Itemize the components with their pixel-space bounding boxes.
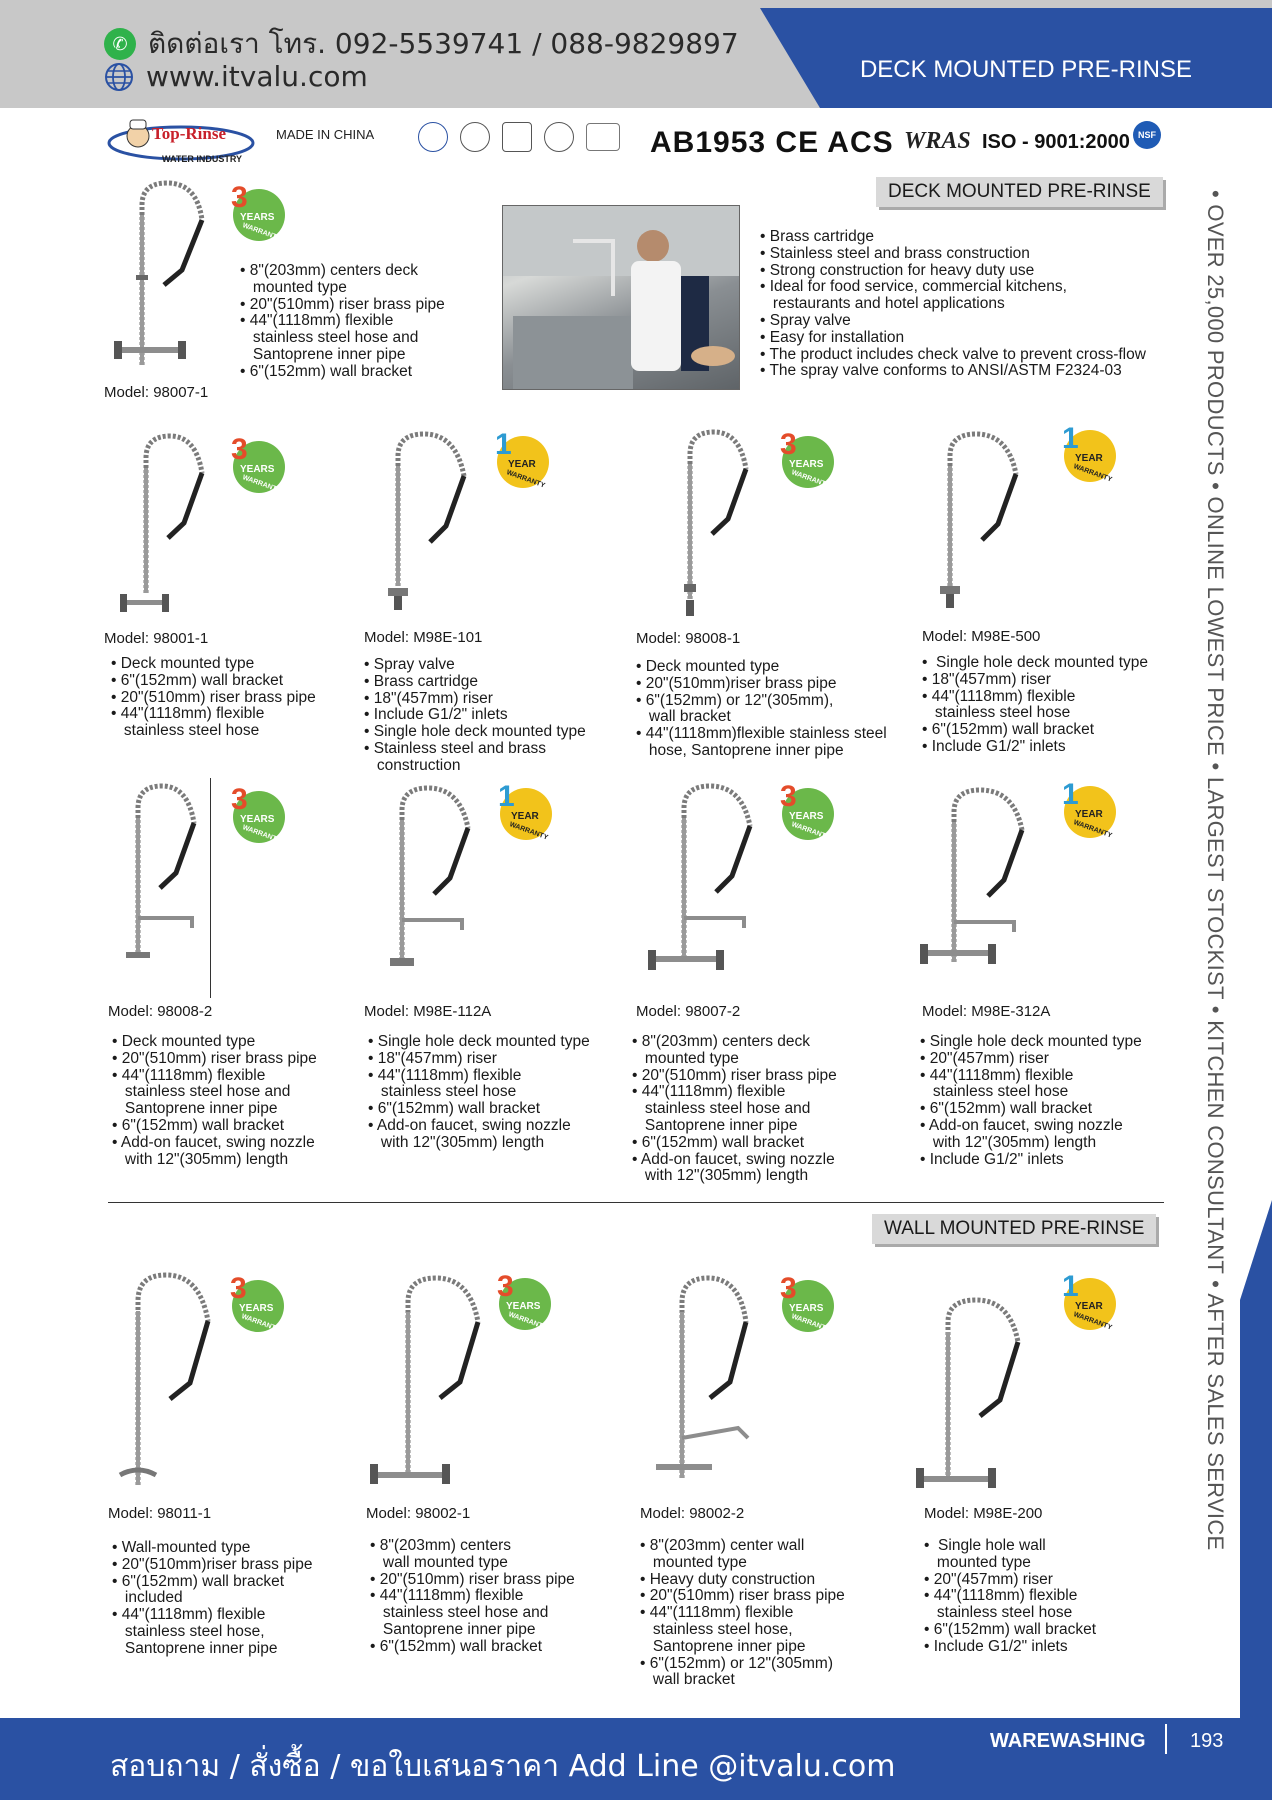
hero-feature-list	[760, 229, 1146, 380]
faucet-image	[118, 428, 218, 623]
cert-wras: WRAS	[904, 128, 971, 154]
faucet-image	[664, 424, 764, 619]
feature: • Include G1/2" inlets	[924, 1637, 1068, 1655]
feature: • 44"(1118mm) flexible	[112, 1066, 266, 1084]
feature: Santoprene inner pipe	[240, 345, 406, 363]
model-label: Model: M98E-500	[922, 628, 1041, 645]
feature: • 6"(152mm) wall bracket	[632, 1133, 805, 1151]
svg-text:WARRANTY: WARRANTY	[1072, 819, 1113, 840]
product-feature-list	[924, 1538, 1096, 1656]
model-label: Model: M98E-112A	[364, 1003, 492, 1020]
feature: • 20"(510mm)riser brass pipe	[636, 674, 837, 692]
svg-text:WARRANTY: WARRANTY	[790, 821, 831, 842]
feature: • 20"(510mm) riser brass pipe	[240, 295, 445, 313]
feature: stainless steel hose	[368, 1083, 517, 1101]
feature: with 12"(305mm) length	[632, 1167, 809, 1185]
svg-text:WARRANTY: WARRANTY	[1072, 1311, 1113, 1332]
feature: • Add-on faucet, swing nozzle	[368, 1116, 571, 1134]
feature: stainless steel hose,	[640, 1620, 793, 1638]
hero-feature: • Stainless steel and brass construction	[760, 244, 1030, 262]
feature: Santoprene inner pipe	[112, 1100, 278, 1118]
feature: • 8"(203mm) centers deck	[240, 262, 419, 279]
warranty-1-year-badge	[496, 780, 554, 842]
warranty-3-years-badge	[229, 783, 287, 845]
feature: • Include G1/2" inlets	[922, 737, 1066, 755]
warranty-3-years-badge	[495, 1270, 553, 1332]
svg-text:YEAR: YEAR	[511, 811, 539, 822]
feature: • Heavy duty construction	[640, 1570, 816, 1588]
warranty-1-year-badge	[1060, 1270, 1118, 1332]
feature: • 20"(510mm) riser brass pipe	[112, 1049, 317, 1067]
cert-ada-icon	[502, 122, 532, 152]
svg-text:WARRANTY: WARRANTY	[241, 474, 282, 495]
svg-text:YEARS: YEARS	[240, 464, 275, 475]
feature: wall bracket	[636, 708, 731, 726]
hero-feature: • Easy for installation	[760, 328, 905, 346]
website-link[interactable]	[104, 60, 368, 93]
feature: mounted type	[632, 1049, 739, 1067]
feature: stainless steel hose and	[112, 1083, 291, 1101]
product-feature-list	[364, 657, 586, 775]
feature: • 20"(510mm) riser brass pipe	[370, 1570, 575, 1588]
feature: • Add-on faucet, swing nozzle	[112, 1133, 315, 1151]
product-feature-list	[112, 1034, 317, 1168]
feature: • Spray valve	[364, 656, 455, 673]
feature: • 20"(457mm) riser	[920, 1049, 1049, 1067]
warranty-1-year-badge	[493, 428, 551, 490]
model-label: Model: 98002-2	[640, 1505, 745, 1522]
website-text: www.itvalu.com	[146, 60, 368, 93]
brand-name: Top-Rinse	[152, 124, 227, 143]
feature: • 18"(457mm) riser	[368, 1049, 497, 1067]
hero-feature: • Spray valve	[760, 311, 851, 329]
cert-ab1953-ce-acs: AB1953 CE ACS	[650, 126, 894, 159]
feature: • 44"(1118mm)flexible stainless steel	[636, 725, 887, 743]
page-number: 193	[1190, 1730, 1224, 1752]
svg-text:1: 1	[1062, 778, 1079, 811]
product-feature-list	[112, 1540, 312, 1658]
model-label: Model: 98002-1	[366, 1505, 471, 1522]
feature: • 6"(152mm) wall bracket	[112, 1116, 285, 1134]
feature: Santoprene inner pipe	[632, 1116, 798, 1134]
feature: • 6"(152mm) wall bracket	[111, 671, 284, 689]
svg-text:WARRANTY: WARRANTY	[241, 824, 282, 845]
feature: wall bracket	[640, 1671, 735, 1689]
feature: • Single hole wall	[924, 1537, 1046, 1554]
cert-19-icon	[418, 122, 448, 152]
deck-section-label: DECK MOUNTED PRE-RINSE	[876, 177, 1163, 207]
feature: Santoprene inner pipe	[640, 1637, 806, 1655]
product-feature-list	[111, 656, 316, 740]
feature: • 20"(510mm) riser brass pipe	[111, 688, 316, 706]
cert-ansi-icon	[586, 123, 620, 151]
feature: • 44"(1118mm) flexible	[924, 1587, 1078, 1605]
faucet-image	[372, 780, 482, 975]
feature: • Include G1/2" inlets	[364, 706, 508, 724]
product-feature-list	[368, 1034, 590, 1152]
feature: • 44"(1118mm) flexible	[640, 1604, 794, 1622]
warranty-1-year-badge	[1060, 778, 1118, 840]
feature: • Deck mounted type	[112, 1033, 256, 1050]
feature: mounted type	[240, 278, 347, 296]
feature: • 20"(510mm) riser brass pipe	[640, 1587, 845, 1605]
phone-text: ติดต่อเรา โทร. 092-5539741 / 088-9829897	[148, 27, 739, 60]
feature: • 18"(457mm) riser	[922, 670, 1051, 688]
svg-text:1: 1	[495, 428, 512, 461]
certification-logos	[418, 122, 620, 152]
feature: hose, Santoprene inner pipe	[636, 741, 844, 759]
feature: • 44"(1118mm) flexible	[240, 312, 394, 330]
svg-text:1: 1	[498, 780, 515, 813]
faucet-image	[110, 1265, 220, 1495]
faucet-image	[112, 175, 222, 370]
model-label: Model: 98007-1	[104, 384, 209, 401]
feature: stainless steel hose,	[112, 1622, 265, 1640]
hero-feature: • Strong construction for heavy duty use	[760, 261, 1035, 279]
footer-contact-text[interactable]: สอบถาม / สั่งซื้อ / ขอใบเสนอราคา Add Line @itvalu.com	[110, 1749, 896, 1784]
feature: Santoprene inner pipe	[370, 1620, 536, 1638]
svg-text:3: 3	[780, 1272, 797, 1305]
chef-photo	[502, 205, 740, 390]
feature: • Deck mounted type	[636, 658, 780, 675]
feature: • Stainless steel and brass	[364, 739, 547, 757]
warranty-1-year-badge	[1060, 422, 1118, 484]
model-label: Model: M98E-101	[364, 629, 483, 646]
product-feature-list	[636, 659, 887, 760]
cert-iso: ISO - 9001:2000	[982, 131, 1130, 153]
warranty-3-years-badge	[778, 1272, 836, 1334]
feature: • Single hole deck mounted type	[920, 1033, 1142, 1050]
svg-text:3: 3	[780, 428, 797, 461]
svg-text:YEARS: YEARS	[789, 1303, 824, 1314]
feature: • 44"(1118mm) flexible	[111, 705, 265, 723]
warranty-3-years-badge	[229, 181, 287, 243]
nsf-icon: NSF	[1133, 121, 1161, 149]
feature: • 20"(510mm) riser brass pipe	[632, 1066, 837, 1084]
feature: construction	[364, 756, 461, 774]
footer-section-name: WAREWASHING	[990, 1730, 1146, 1752]
svg-text:1: 1	[1062, 1270, 1079, 1303]
feature: • 44"(1118mm) flexible	[922, 687, 1076, 705]
feature: stainless steel hose	[922, 704, 1071, 722]
svg-text:3: 3	[231, 181, 248, 214]
svg-text:3: 3	[231, 433, 248, 466]
svg-text:YEARS: YEARS	[240, 814, 275, 825]
svg-text:YEAR: YEAR	[1075, 453, 1103, 464]
feature: mounted type	[924, 1553, 1031, 1571]
feature: • Single hole deck mounted type	[364, 723, 586, 741]
svg-text:YEARS: YEARS	[240, 212, 275, 223]
hero-feature: • Ideal for food service, commercial kitchens,	[760, 278, 1067, 296]
faucet-image	[914, 1290, 1034, 1500]
svg-text:WARRANTY: WARRANTY	[505, 469, 546, 490]
product-feature-list	[632, 1034, 837, 1185]
svg-text:3: 3	[230, 1272, 247, 1305]
model-label: Model: 98011-1	[108, 1505, 212, 1522]
feature: • Include G1/2" inlets	[920, 1150, 1064, 1168]
feature: • 20"(457mm) riser	[924, 1570, 1053, 1588]
page-title: DECK MOUNTED PRE-RINSE	[859, 56, 1192, 83]
feature: included	[112, 1589, 183, 1607]
svg-text:YEARS: YEARS	[506, 1301, 541, 1312]
feature: • 6"(152mm) wall bracket	[920, 1100, 1093, 1118]
svg-text:WARRANTY: WARRANTY	[1072, 463, 1113, 484]
svg-text:WARRANTY: WARRANTY	[790, 469, 831, 490]
svg-text:YEARS: YEARS	[789, 811, 824, 822]
feature: stainless steel hose	[111, 722, 260, 740]
svg-text:3: 3	[780, 780, 797, 813]
brand-logo	[106, 116, 256, 170]
model-label: Model: 98001-1	[104, 630, 209, 647]
faucet-image	[644, 778, 764, 978]
feature: • 6"(152mm) wall bracket	[240, 362, 413, 380]
feature: • Single hole deck mounted type	[368, 1033, 590, 1050]
feature: • 6"(152mm) wall bracket	[922, 721, 1095, 739]
svg-text:3: 3	[497, 1270, 514, 1303]
svg-text:YEAR: YEAR	[1075, 809, 1103, 820]
feature: with 12"(305mm) length	[112, 1150, 289, 1168]
hero-feature: • The product includes check valve to prevent cross-flow	[760, 345, 1146, 363]
svg-text:WARRANTY: WARRANTY	[241, 222, 282, 243]
feature: stainless steel hose	[920, 1083, 1069, 1101]
feature: • 44"(1118mm) flexible	[632, 1083, 786, 1101]
feature: • 44"(1118mm) flexible	[112, 1606, 266, 1624]
model-label: Model: 98007-2	[636, 1003, 741, 1020]
svg-text:YEAR: YEAR	[508, 459, 536, 470]
svg-text:WARRANTY: WARRANTY	[240, 1313, 281, 1334]
faucet-image	[364, 426, 474, 611]
feature: • Add-on faucet, swing nozzle	[632, 1150, 835, 1168]
hero-feature: • The spray valve conforms to ANSI/ASTM F2324-03	[760, 362, 1122, 380]
side-accent-bar	[1240, 1200, 1272, 1720]
feature: wall mounted type	[370, 1553, 508, 1571]
warranty-3-years-badge	[778, 780, 836, 842]
feature: Santoprene inner pipe	[112, 1639, 278, 1657]
feature: • Brass cartridge	[364, 672, 478, 690]
feature: stainless steel hose and	[632, 1100, 811, 1118]
globe-icon	[104, 62, 134, 92]
faucet-image	[918, 426, 1028, 611]
faucet-image	[918, 782, 1038, 982]
product-feature-list	[640, 1538, 845, 1689]
warranty-3-years-badge	[228, 1272, 286, 1334]
feature: • 20"(510mm)riser brass pipe	[112, 1555, 313, 1573]
feature: • 6"(152mm) wall bracket	[112, 1572, 285, 1590]
svg-text:1: 1	[1062, 422, 1079, 455]
feature: • 18"(457mm) riser	[364, 689, 493, 707]
svg-text:WARRANTY: WARRANTY	[508, 821, 549, 842]
svg-text:3: 3	[231, 783, 248, 816]
model-label: Model: 98008-2	[108, 1003, 213, 1020]
feature: stainless steel hose	[924, 1604, 1073, 1622]
model-label: Model: M98E-200	[924, 1505, 1043, 1522]
feature: • 44"(1118mm) flexible	[370, 1587, 524, 1605]
feature: • 8"(203mm) centers	[370, 1537, 511, 1554]
feature: stainless steel hose and	[370, 1604, 549, 1622]
faucet-image	[652, 1268, 772, 1493]
side-banner-text: • OVER 25,000 PRODUCTS • ONLINE LOWEST PRICE • LARGEST STOCKIST • KITCHEN CONSULTANT • AFTER SALES SERVICE	[1203, 190, 1228, 1551]
wall-section-label: WALL MOUNTED PRE-RINSE	[872, 1214, 1156, 1244]
feature: • 8"(203mm) centers deck	[632, 1033, 811, 1050]
svg-text:YEARS: YEARS	[239, 1303, 274, 1314]
feature: • 6"(152mm) wall bracket	[368, 1100, 541, 1118]
svg-text:WARRANTY: WARRANTY	[790, 1313, 831, 1334]
feature: mounted type	[640, 1553, 747, 1571]
feature: with 12"(305mm) length	[920, 1133, 1097, 1151]
warranty-3-years-badge	[778, 428, 836, 490]
warranty-3-years-badge	[229, 433, 287, 495]
hero-feature: • Brass cartridge	[760, 228, 874, 245]
feature: • Single hole deck mounted type	[922, 654, 1149, 671]
faucet-image	[368, 1268, 488, 1493]
feature: • Add-on faucet, swing nozzle	[920, 1116, 1123, 1134]
faucet-image	[112, 778, 212, 973]
feature: • 6"(152mm) or 12"(305mm),	[636, 691, 834, 709]
product-feature-list	[370, 1538, 575, 1656]
feature: • 6"(152mm) or 12"(305mm)	[640, 1654, 834, 1672]
footer-separator	[1165, 1724, 1167, 1754]
product-feature-list	[240, 263, 445, 381]
svg-text:YEAR: YEAR	[1075, 1301, 1103, 1312]
feature: stainless steel hose and	[240, 329, 419, 347]
feature: • 6"(152mm) wall bracket	[370, 1637, 543, 1655]
feature: • 6"(152mm) wall bracket	[924, 1620, 1097, 1638]
model-label: Model: 98008-1	[636, 630, 741, 647]
product-feature-list	[922, 655, 1148, 756]
hero-feature: restaurants and hotel applications	[760, 295, 1005, 313]
product-feature-list	[920, 1034, 1142, 1168]
feature: • Deck mounted type	[111, 655, 255, 672]
cert-ul-icon	[460, 122, 490, 152]
section-divider	[108, 1202, 1164, 1203]
model-label: Model: M98E-312A	[922, 1003, 1051, 1020]
svg-text:YEARS: YEARS	[789, 459, 824, 470]
feature: • 8"(203mm) center wall	[640, 1537, 805, 1554]
svg-text:WARRANTY: WARRANTY	[507, 1311, 548, 1332]
feature: • 44"(1118mm) flexible	[368, 1066, 522, 1084]
feature: • 44"(1118mm) flexible	[920, 1066, 1074, 1084]
feature: • Wall-mounted type	[112, 1539, 251, 1556]
brand-subtitle: WATER INDUSTRY	[162, 154, 242, 164]
cert-upc-icon	[544, 122, 574, 152]
phone-icon: ✆	[104, 28, 136, 60]
feature: with 12"(305mm) length	[368, 1133, 545, 1151]
made-in-label: MADE IN CHINA	[276, 127, 375, 142]
